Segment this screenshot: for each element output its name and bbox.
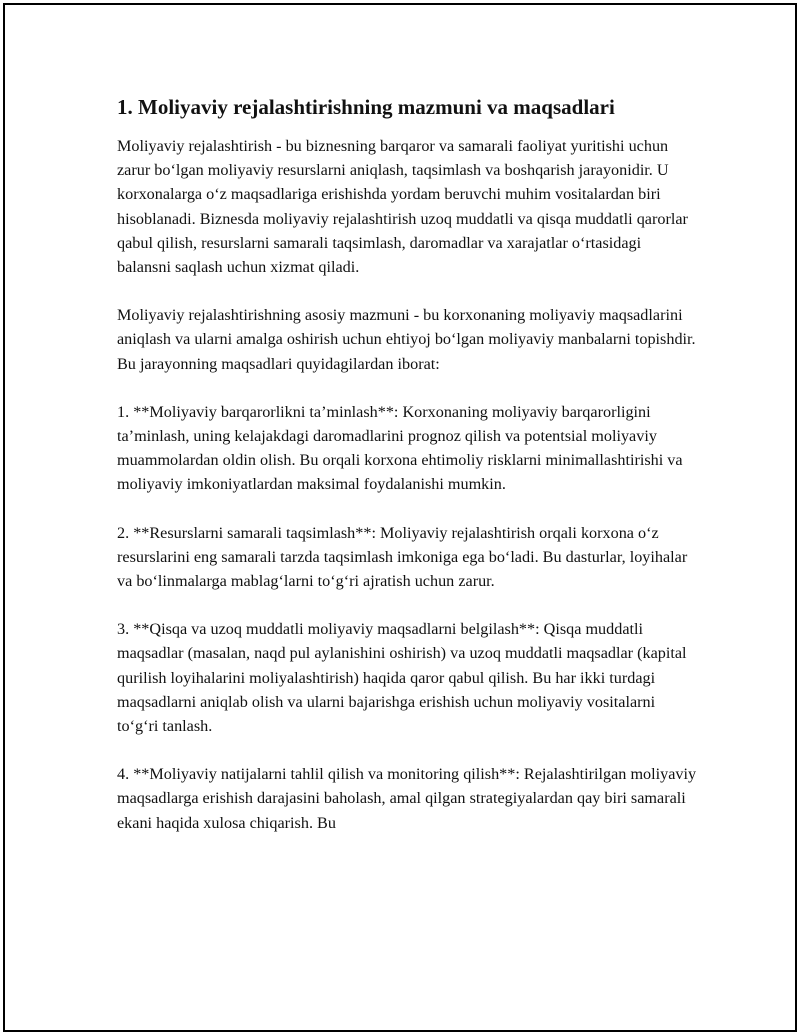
goal-item-3: 3. **Qisqa va uzoq muddatli moliyaviy maqsadlarni belgilash**: Qisqa muddatli maqsadlar (masalan, naqd pul aylanishini oshirish) va uzoq muddatli maqsadlar (kapital qurilish loyihalarini moliyalashtirish) haqida qaror qabul qilish. Bu har ikki turdagi maqsadlarni aniqlab olish va ularni bajarishga erishish uchun moliyaviy vositalarni to‘g‘ri tanlash. [117, 620, 687, 736]
content-paragraph: Moliyaviy rejalashtirishning asosiy mazmuni - bu korxonaning moliyaviy maqsadlarini aniqlash va ularni amalga oshirish uchun ehtiyoj bo‘lgan moliyaviy manbalarni topishdir. Bu jarayonning maqsadlari quyidagilardan iborat: [117, 306, 696, 373]
goal-item-1: 1. **Moliyaviy barqarorlikni ta’minlash**: Korxonaning moliyaviy barqarorligini ta’minlash, uning kelajakdagi daromadlarini prognoz qilish va potentsial moliyaviy muammolardan oldin olish. Bu orqali korxona ehtimoliy risklarni minimallashtirishi va moliyaviy imkoniyatlardan maksimal foydalanishi mumkin. [117, 402, 683, 494]
document-body [117, 92, 697, 859]
goal-item-2: 2. **Resurslarni samarali taqsimlash**: Moliyaviy rejalashtirish orqali korxona o‘z resurslarini eng samarali tarzda taqsimlash imkoniga ega bo‘ladi. Bu dasturlar, loyihalar va bo‘linmalarga mablag‘larni to‘g‘ri ajratish uchun zarur. [117, 523, 688, 591]
intro-paragraph: Moliyaviy rejalashtirish - bu biznesning barqaror va samarali faoliyat yuritishi uchun zarur bo‘lgan moliyaviy resurslarni aniqlash, taqsimlash va boshqarish jarayonidir. U korxonalarga o‘z maqsadlariga erishishda yordam beruvchi muhim vositalardan biri hisoblanadi. Biznesda moliyaviy rejalashtirish uzoq muddatli va qisqa muddatli qarorlar qabul qilish, resurslarni samarali taqsimlash, daromadlar va xarajatlar o‘rtasidagi balansni saqlash uchun xizmat qiladi. [117, 137, 688, 277]
goal-item-4: 4. **Moliyaviy natijalarni tahlil qilish va monitoring qilish**: Rejalashtirilgan moliyaviy maqsadlarga erishish darajasini baholash, amal qilgan strategiyalardan qay biri samarali ekani haqida xulosa chiqarish. Bu [117, 765, 697, 832]
section-heading: 1. Moliyaviy rejalashtirishning mazmuni va maqsadlari [117, 95, 615, 119]
